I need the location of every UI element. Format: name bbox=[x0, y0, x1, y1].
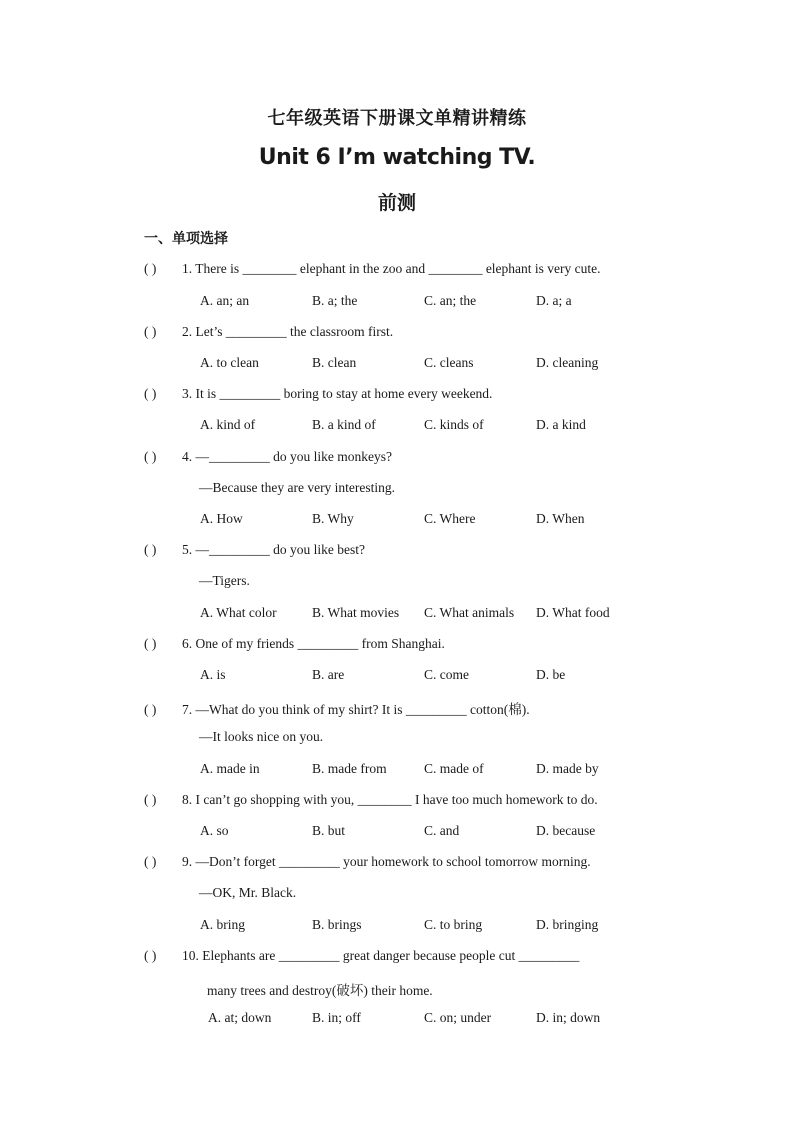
option-b: B. What movies bbox=[312, 605, 400, 620]
unit-title: Unit 6 I’m watching TV. bbox=[258, 145, 536, 170]
question-stem: 2. Let’s _________ the classroom first. bbox=[182, 324, 394, 339]
section-title: 一、单项选择 bbox=[144, 231, 228, 247]
option-b: B. clean bbox=[312, 355, 357, 370]
option-d: D. a kind bbox=[536, 417, 586, 432]
question-stem: 10. Elephants are _________ great danger because people cut _________ bbox=[182, 948, 580, 963]
question-3 bbox=[144, 386, 492, 402]
question-continuation: —It looks nice on you. bbox=[199, 729, 324, 744]
option-b: B. in; off bbox=[312, 1010, 361, 1025]
option-a: A. How bbox=[200, 511, 243, 526]
question-continuation: —Tigers. bbox=[199, 573, 250, 588]
question-1 bbox=[144, 261, 601, 277]
option-a: A. What color bbox=[200, 605, 277, 620]
answer-blank[interactable]: ( ) bbox=[144, 449, 157, 464]
option-c: C. come bbox=[424, 667, 469, 682]
question-stem: 4. —_________ do you like monkeys? bbox=[182, 449, 392, 464]
page-title: 七年级英语下册课文单精讲精练 bbox=[267, 108, 527, 129]
question-6 bbox=[144, 636, 445, 652]
option-d: D. a; a bbox=[536, 293, 572, 308]
option-a: A. at; down bbox=[208, 1010, 272, 1025]
question-7 bbox=[144, 698, 530, 718]
option-c: C. cleans bbox=[424, 355, 474, 370]
option-c: C. on; under bbox=[424, 1010, 492, 1025]
option-d: D. When bbox=[536, 511, 585, 526]
option-a: A. made in bbox=[200, 761, 260, 776]
option-b: B. a; the bbox=[312, 293, 358, 308]
answer-blank[interactable]: ( ) bbox=[144, 702, 157, 717]
option-c: C. kinds of bbox=[424, 417, 484, 432]
option-d: D. in; down bbox=[536, 1010, 601, 1025]
answer-blank[interactable]: ( ) bbox=[144, 324, 157, 339]
option-b: B. a kind of bbox=[312, 417, 376, 432]
option-b: B. but bbox=[312, 823, 346, 838]
question-2 bbox=[144, 324, 393, 340]
question-stem: 5. —_________ do you like best? bbox=[182, 542, 365, 557]
question-continuation: —OK, Mr. Black. bbox=[199, 885, 297, 900]
question-4 bbox=[144, 449, 392, 465]
option-b: B. are bbox=[312, 667, 345, 682]
option-c: C. to bring bbox=[424, 917, 483, 932]
answer-blank[interactable]: ( ) bbox=[144, 386, 157, 401]
question-8 bbox=[144, 792, 598, 808]
option-c: C. What animals bbox=[424, 605, 515, 620]
answer-blank[interactable]: ( ) bbox=[144, 854, 157, 869]
option-c: C. and bbox=[424, 823, 460, 838]
question-stem: 6. One of my friends _________ from Shanghai. bbox=[182, 636, 445, 651]
option-a: A. to clean bbox=[200, 355, 259, 370]
option-d: D. What food bbox=[536, 605, 610, 620]
answer-blank[interactable]: ( ) bbox=[144, 542, 157, 557]
answer-blank[interactable]: ( ) bbox=[144, 792, 157, 807]
option-c: C. made of bbox=[424, 761, 484, 776]
question-stem: 7. —What do you think of my shirt? It is _________ cotton(棉). bbox=[182, 702, 530, 717]
question-stem: 8. I can’t go shopping with you, ________ I have too much homework to do. bbox=[182, 792, 598, 807]
option-d: D. bringing bbox=[536, 917, 599, 932]
option-d: D. cleaning bbox=[536, 355, 599, 370]
option-a: A. so bbox=[200, 823, 229, 838]
subtitle: 前测 bbox=[377, 192, 416, 214]
answer-blank[interactable]: ( ) bbox=[144, 261, 157, 276]
question-stem: 1. There is ________ elephant in the zoo and ________ elephant is very cute. bbox=[182, 261, 601, 276]
option-d: D. because bbox=[536, 823, 596, 838]
option-a: A. an; an bbox=[200, 293, 250, 308]
option-b: B. made from bbox=[312, 761, 387, 776]
option-d: D. made by bbox=[536, 761, 599, 776]
option-a: A. is bbox=[200, 667, 226, 682]
question-stem: 9. —Don’t forget _________ your homework to school tomorrow morning. bbox=[182, 854, 591, 869]
option-c: C. Where bbox=[424, 511, 476, 526]
option-b: B. brings bbox=[312, 917, 362, 932]
question-9 bbox=[144, 854, 591, 870]
question-continuation: many trees and destroy(破坏) their home. bbox=[207, 983, 433, 998]
question-10 bbox=[144, 948, 579, 964]
question-5 bbox=[144, 542, 365, 558]
question-continuation: —Because they are very interesting. bbox=[199, 480, 396, 495]
option-a: A. bring bbox=[200, 917, 245, 932]
answer-blank[interactable]: ( ) bbox=[144, 636, 157, 651]
option-c: C. an; the bbox=[424, 293, 477, 308]
option-b: B. Why bbox=[312, 511, 354, 526]
option-d: D. be bbox=[536, 667, 566, 682]
question-stem: 3. It is _________ boring to stay at home every weekend. bbox=[182, 386, 493, 401]
option-a: A. kind of bbox=[200, 417, 256, 432]
answer-blank[interactable]: ( ) bbox=[144, 948, 157, 963]
